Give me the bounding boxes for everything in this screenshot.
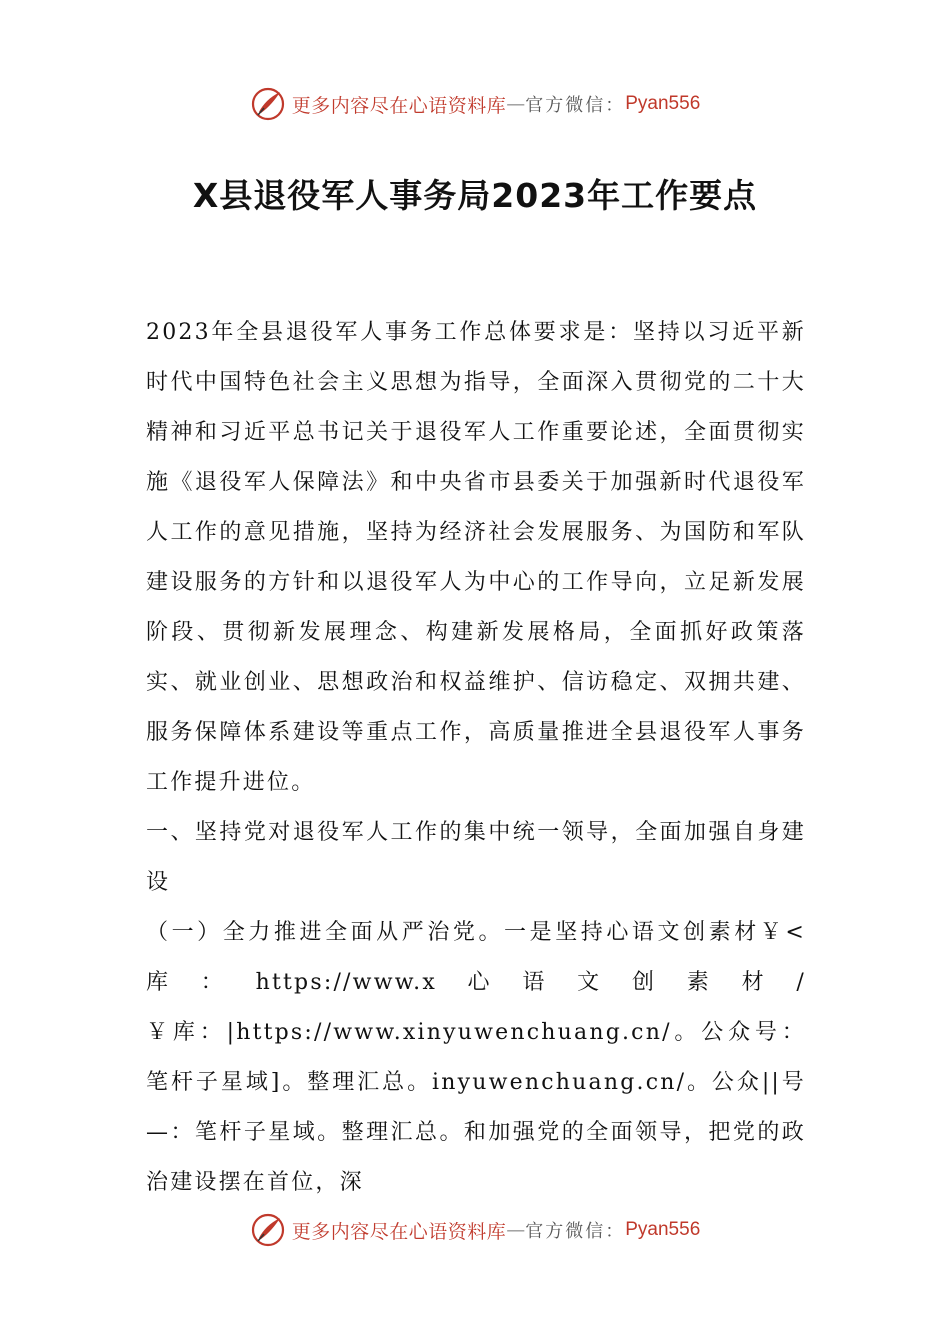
banner-brand-text: 更多内容尽在心语资料库 (291, 94, 507, 117)
banner-wechat-id: Pyan556 (625, 1219, 701, 1240)
intro-paragraph: 2023年全县退役军人事务工作总体要求是：坚持以习近平新时代中国特色社会主义思想为指导，全面深入贯彻党的二十大精神和习近平总书记关于退役军人工作重要论述，全面贯彻实施《退役军人保障法》和中央省市县委关于加强新时代退役军人工作的意见措施，坚持为经济社会发展服务、为国防和军队建设服务的方针和以退役军人为中心的工作导向，立足新发展阶段、贯彻新发展理念、构建新发展格局，全面抓好政策落实、就业创业、思想政治和权益维护、信访稳定、双拥共建、服务保障体系建设等重点工作，高质量推进全县退役军人事务工作提升进位。 (146, 320, 806, 795)
banner-wechat-id: Pyan556 (625, 93, 701, 114)
quill-logo-icon (250, 1212, 286, 1248)
document-body (146, 308, 806, 1208)
document-title: X县退役军人事务局2023年工作要点 (192, 176, 758, 215)
banner-separator: — (506, 1219, 526, 1241)
quill-logo-icon (250, 86, 286, 122)
banner-separator: — (506, 93, 526, 115)
header-banner (0, 84, 950, 124)
footer-banner (0, 1210, 950, 1250)
section-paragraph: （一）全力推进全面从严治党。一是坚持心语文创素材￥<库：https://www.x心语文创素材/￥库：|https://www.xinyuwenchuang.cn/。公众号：笔杆子星域]。整理汇总。inyuwenchuang.cn/。公众||号—：笔杆子星域。整理汇总。和加强党的全面领导，把党的政治建设摆在首位，深 (146, 920, 806, 1195)
section-heading: 一、坚持党对退役军人工作的集中统一领导，全面加强自身建设 (146, 820, 806, 895)
banner-wechat-label: 官方微信： (525, 1221, 626, 1242)
banner-brand-text: 更多内容尽在心语资料库 (291, 1220, 507, 1243)
banner-wechat-label: 官方微信： (525, 95, 626, 116)
